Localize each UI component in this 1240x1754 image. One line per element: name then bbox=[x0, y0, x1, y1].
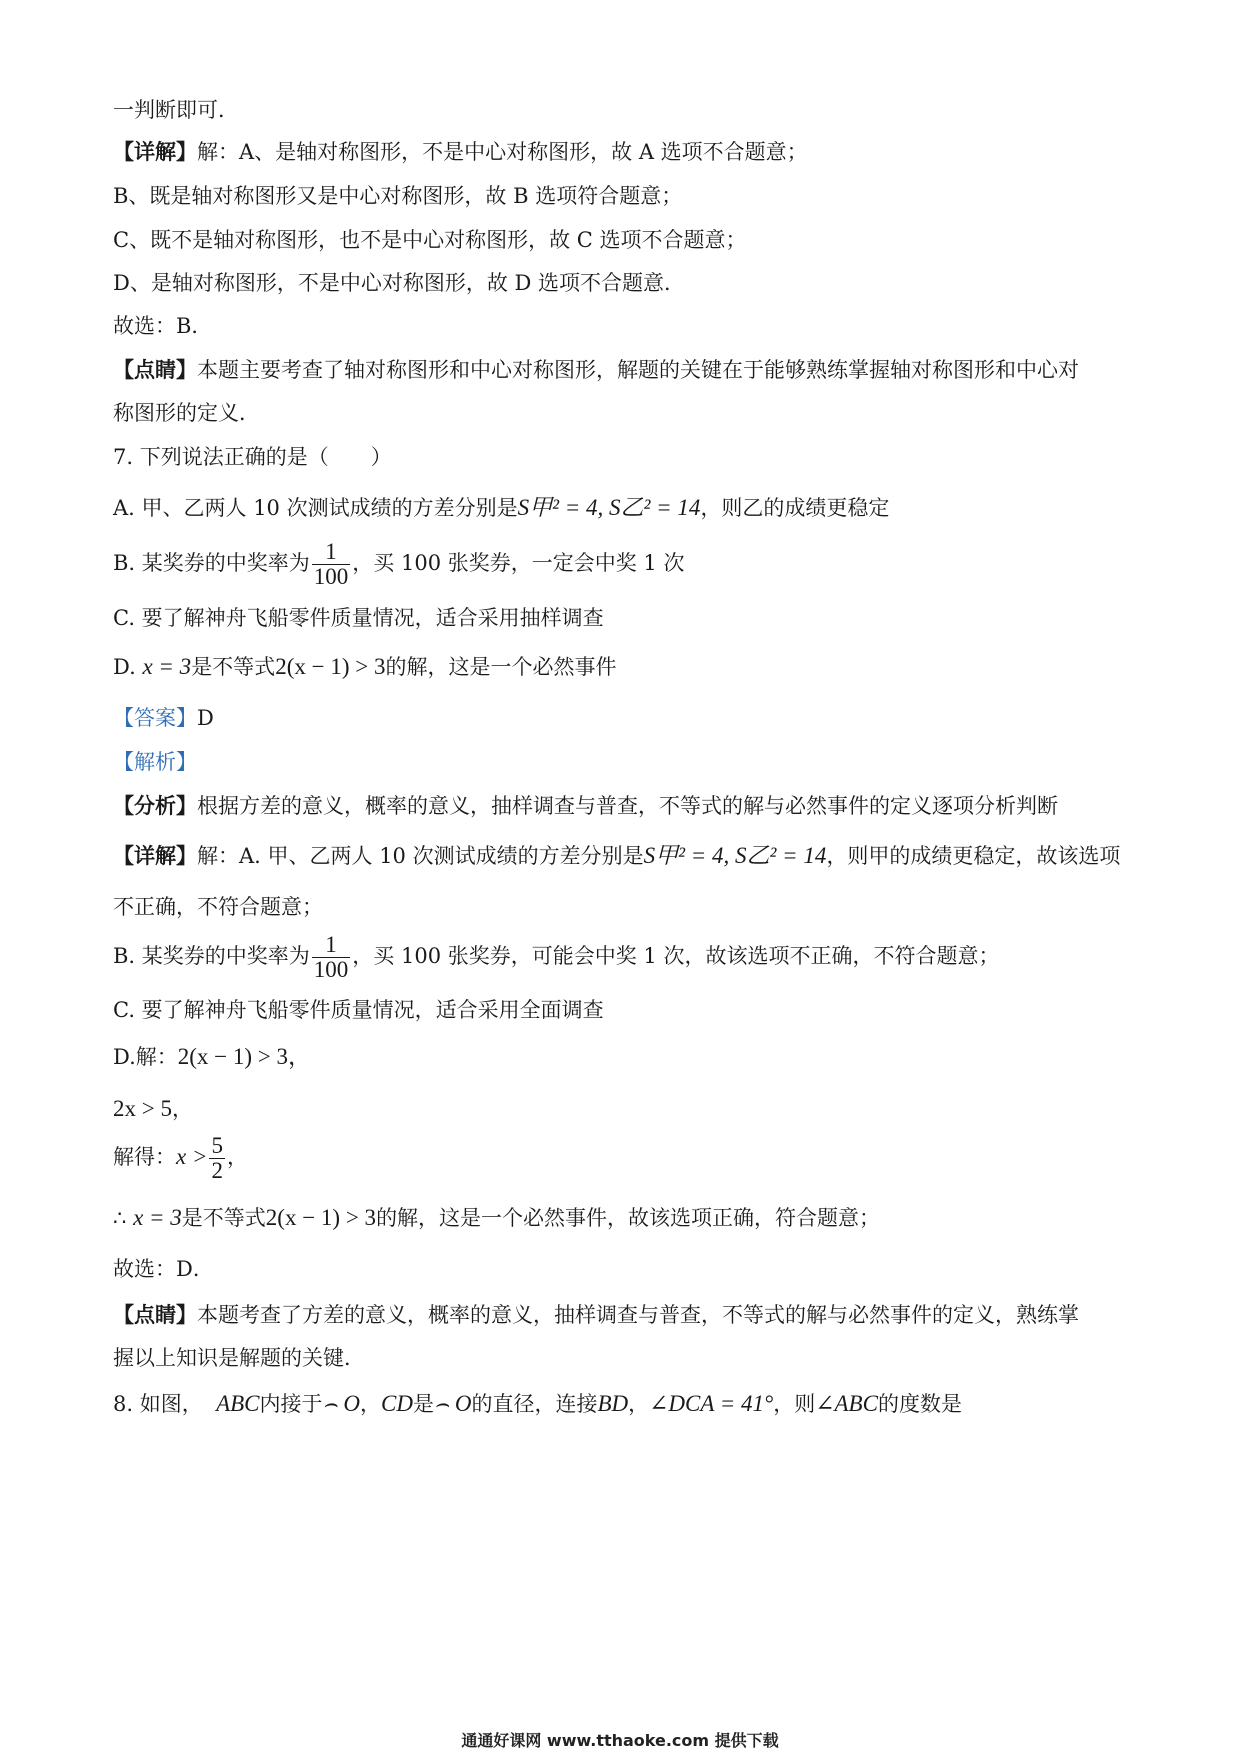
question-8-stem: 8. 如图， ABC内接于⌢ O，CD是⌢ O的直径，连接BD，∠DCA = 41°，则∠ABC的度数是 bbox=[113, 1391, 962, 1416]
option-d: D. x = 3是不等式2(x − 1) > 3的解，这是一个必然事件 bbox=[113, 654, 617, 679]
footer-watermark: 通通好课网 www.tthaoke.com 提供下载 bbox=[461, 1731, 779, 1750]
text-line: 不正确，不符合题意； bbox=[113, 895, 323, 919]
conclusion-line: ∴ x = 3是不等式2(x − 1) > 3的解，这是一个必然事件，故该选项正确，符合题意； bbox=[113, 1205, 881, 1230]
text-line: C. 要了解神舟飞船零件质量情况，适合采用全面调查 bbox=[113, 998, 604, 1022]
text-line: 握以上知识是解题的关键． bbox=[113, 1346, 365, 1370]
comment-tag: 【点睛】 bbox=[113, 357, 197, 382]
option-c: C. 要了解神舟飞船零件质量情况，适合采用抽样调查 bbox=[113, 606, 604, 630]
solve-step-3: 解得：x > $\frac{5}{2}$ ， bbox=[113, 1133, 248, 1183]
answer-value: D bbox=[197, 706, 214, 730]
analysis-tag: 【解析】 bbox=[113, 750, 197, 774]
text-line: 一判断即可． bbox=[113, 98, 239, 122]
question-7-stem: 7. 下列说法正确的是（ ） bbox=[113, 445, 392, 469]
solve-step-2: 2x > 5， bbox=[113, 1096, 193, 1121]
text-line: 称图形的定义． bbox=[113, 401, 260, 425]
fraction-5-2: $\frac{5}{2}$ bbox=[211, 1133, 223, 1183]
text-line: 【详解】解：A、是轴对称图形，不是中心对称图形，故 A 选项不合题意； bbox=[113, 139, 808, 164]
option-b: B. 某奖券的中奖率为 $\frac{1}{100}$ ，买 100 张奖券，一定会中奖 1 次 bbox=[113, 539, 685, 589]
inequality: 2(x − 1) > 3 bbox=[275, 654, 386, 679]
option-a: A. 甲、乙两人 10 次测试成绩的方差分别是S甲² = 4, S乙² = 14，则乙的成绩更稳定 bbox=[113, 495, 890, 520]
analysis-tag-line bbox=[113, 747, 1130, 777]
text-line: B、既是轴对称图形又是中心对称图形，故 B 选项符合题意； bbox=[113, 184, 683, 208]
fraction-1-100: $\frac{1}{100}$ bbox=[313, 932, 349, 982]
text-line: 故选：B． bbox=[113, 314, 213, 338]
text-line: D、是轴对称图形，不是中心对称图形，故 D 选项不合题意． bbox=[113, 271, 686, 295]
solve-step-1: D.解：2(x − 1) > 3， bbox=[113, 1044, 312, 1069]
answer-line bbox=[113, 703, 1130, 733]
text-line: 【点睛】本题主要考查了轴对称图形和中心对称图形，解题的关键在于能够熟练掌握轴对称图形和中心对 bbox=[113, 357, 1079, 382]
analysis-line: 【分析】根据方差的意义，概率的意义，抽样调查与普查，不等式的解与必然事件的定义逐项分析判断 bbox=[113, 793, 1058, 818]
text-line: 故选：D． bbox=[113, 1257, 214, 1281]
answer-tag: 【答案】 bbox=[113, 706, 197, 730]
variance-expression: S甲² = 4, S乙² = 14 bbox=[517, 495, 701, 520]
detail-b-line: B. 某奖券的中奖率为 $\frac{1}{100}$ ，买 100 张奖券，可能会中奖 1 次，故该选项不正确，不符合题意； bbox=[113, 932, 1000, 982]
text-line: 【点睛】本题考查了方差的意义，概率的意义，抽样调查与普查，不等式的解与必然事件的定义，熟练掌 bbox=[113, 1302, 1079, 1327]
text-line: C、既不是轴对称图形，也不是中心对称图形，故 C 选项不合题意； bbox=[113, 228, 747, 252]
detail-line: 【详解】解：A. 甲、乙两人 10 次测试成绩的方差分别是S甲² = 4, S乙² = 14，则甲的成绩更稳定，故该选项 bbox=[113, 843, 1121, 868]
detail-tag: 【详解】 bbox=[113, 139, 197, 164]
fraction-1-100: $\frac{1}{100}$ bbox=[313, 539, 349, 589]
